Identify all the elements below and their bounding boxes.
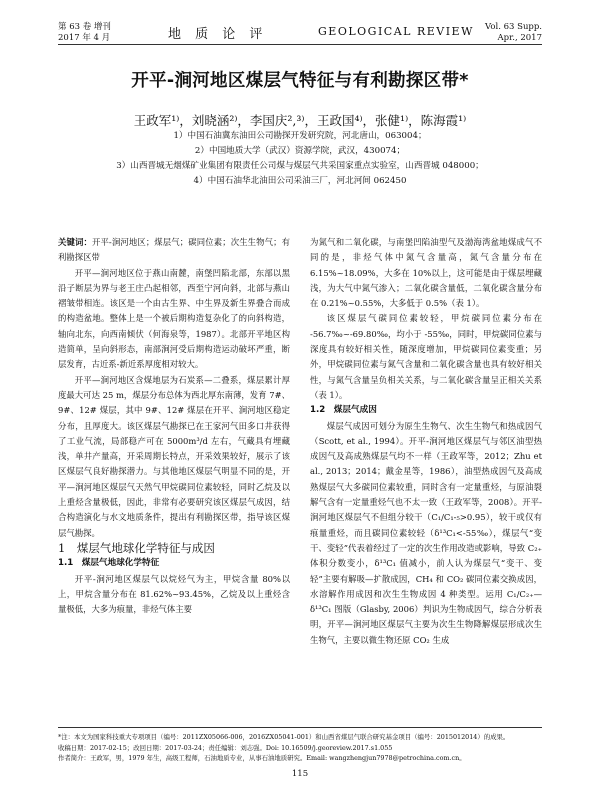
keywords xyxy=(58,235,290,266)
footnote-dates: 收稿日期：2017-02-15；改回日期：2017-03-24；责任编辑：刘志强。Doi: 10.16509/j.georeview.2017.s1.055 xyxy=(58,743,393,752)
paragraph: 该区煤层气碳同位素较轻，甲烷碳同位素分布在 -56.7‰~-69.80‰，均小于 -55‰，同时，甲烷碳同位素与深度具有较好相关性，随深度增加，甲烷碳同位素变重；另外，甲烷碳同位素与氮气含量和二氧化碳含量也具有较好相关性，与氮气含量呈负相关关系，与二氧化碳含量呈正相关关系（表 1）。 xyxy=(310,313,542,400)
keywords-label: 关键词： xyxy=(58,237,92,247)
header-rule xyxy=(58,44,542,45)
paragraph: 开平-涧河地区煤层气以烷烃气为主，甲烷含量 80%以上，甲烷含量分布在 81.62%~93.45%，乙烷及以上重烃含量极低，大多为痕量，非烃气体主要 xyxy=(58,573,290,615)
footnote-author: 作者简介：王政军，男，1979 年生，高级工程师，石油地质专业，从事石油地质研究。Email: wangzhengjun7978@petrochina.com.cn。 xyxy=(58,754,466,762)
author-list: 王政军¹⁾，刘晓涵²⁾，李国庆²,³⁾，王政国⁴⁾，张健¹⁾，陈海霞¹⁾ xyxy=(133,113,467,128)
affiliation-1: 1）中国石油冀东油田公司勘探开发研究院，河北唐山，063004； xyxy=(173,131,427,141)
article-title: 开平-涧河地区煤层气特征与有利勘探区带* xyxy=(131,71,469,91)
date-cn: 2017 年 4 月 xyxy=(58,33,111,43)
date-en: Apr., 2017 xyxy=(497,33,542,43)
subsection-heading: 1.1 煤层气地球化学特征 xyxy=(58,558,160,569)
footnote-rule xyxy=(58,727,542,728)
right-column xyxy=(310,235,542,648)
paragraph: 开平—涧河地区含煤地层为石炭系—二叠系，煤层累计厚度最大可达 25 m，煤层分布总体为西北厚东南薄，发育 7#、9#、12# 煤层，其中 9#、12# 煤层在开平、涧河地区稳定分布，且厚度大。该区煤层气勘探已在王家河气田多口井获得了工业气流，局部稳产可在 5000m³/d 左右，气藏具有埋藏浅，单井产量高，开采周期长特点，开采效果较好，展示了该区煤层气良好勘探潜力。与其他地区煤层气明显不同的是，开平—涧河地区煤层气天然气甲烷碳同位素较轻，同时乙烷及以上重烃含量极低，因此，非常有必要研究该区煤层气成因，结合构造演化与水文地质条件，提出有利勘探区带，指导该区煤层气勘探。 xyxy=(58,374,290,538)
keywords-text: 开平-涧河地区；煤层气；碳同位素；次生生物气；有利勘探区带 xyxy=(58,237,291,263)
paragraph: 为氮气和二氧化碳，与南堡凹陷油型气及渤海湾盆地煤成气不同的是，非烃气体中氮气含量高，氮气含量分布在 6.15%~18.09%，大多在 10%以上，这可能是由于煤层埋藏浅，为大气中氮气渗入；二氧化碳含量低，二氧化碳含量分布在 0.21%~0.55%，大多低于 0.5%（表 1）。 xyxy=(310,237,542,309)
section-heading: 1 煤层气地球化学特征与成因 xyxy=(58,540,215,555)
affiliation-4: 4）中国石油华北油田公司采油三厂，河北河间 062450 xyxy=(193,176,407,186)
page-number: 115 xyxy=(291,769,309,779)
journal-title-en: GEOLOGICAL REVIEW xyxy=(318,25,474,38)
paragraph: 开平—涧河地区位于燕山南麓，南堡凹陷北部，东部以黑沿子断层为界与老王庄凸起相邻，西至宁河向斜，北部与燕山褶皱带相连。该区是一个由古生界、中生界及新生界叠合而成的构造盆地。整体上是一个被后期构造复杂化了的向斜构造，轴向北东，向西南倾伏（何海泉等，1987）。北部开平地区构造简单，呈向斜形态，南部涧河受后期构造运动破坏严重，断层发育，古近系-新近系厚度相对较大。 xyxy=(58,267,290,370)
subsection-heading: 1.2 煤层气成因 xyxy=(310,405,377,416)
footnote xyxy=(58,732,542,764)
footnote-funding: *注：本文为国家科技重大专项项目（编号：2011ZX05066-006，2016ZX05041-001）和山西省煤层气联合研究基金项目（编号：2015012014）的成果。 xyxy=(58,733,510,741)
header-volume xyxy=(58,22,111,44)
affiliation-3: 3）山西晋城无烟煤矿业集团有限责任公司煤与煤层气共采国家重点实验室，山西晋城 048000； xyxy=(116,161,484,171)
volume-en: Vol. 63 Supp. xyxy=(485,22,542,32)
affiliation-2: 2）中国地质大学（武汉）资源学院，武汉，430074； xyxy=(194,146,406,156)
paragraph: 煤层气成因可划分为原生生物气、次生生物气和热成因气（Scott, et al., 1994）。开平-涧河地区煤层气与邻区油型热成因气及高成熟煤层气均不一样（王政军等，2012；Zhu et al., 2013；2014；戴金星等，1986），油型热成因气及高成熟煤层气大多碳同位素较重，同时含有一定量重烃，与原油裂解气含有一定量重烃气也不太一致（王政军等，2008）。开平-涧河地区煤层气不但组分较干（C₁/C₁-₅>0.95），较干或仅有痕量重烃，而且碳同位素较轻（δ¹³C₁<-55‰），煤层气“变干、变轻”代表着经过了一定的次生作用改造或影响，导致 C₂₊ 体积分数变小，δ¹³C₁ 值减小，前人认为煤层气“变干、变轻”主要有解吸—扩散成因，CH₄ 和 CO₂ 碳同位素交换成因，水溶解作用成因和次生生物成因 4 种类型。运用 C₁/C₂₊—δ¹³C₁ 图版（Glasby, 2006）判识为生物成因气，综合分析表明，开平—涧河地区煤层气主要为次生生物降解煤层形成次生生物气，主要以微生物还原 CO₂ 生成 xyxy=(310,420,542,645)
left-column xyxy=(58,235,290,617)
journal-title-cn: 地 质 论 评 xyxy=(168,27,268,42)
volume-cn: 第 63 卷 增刊 xyxy=(58,22,111,32)
header-volume-en xyxy=(485,22,542,44)
